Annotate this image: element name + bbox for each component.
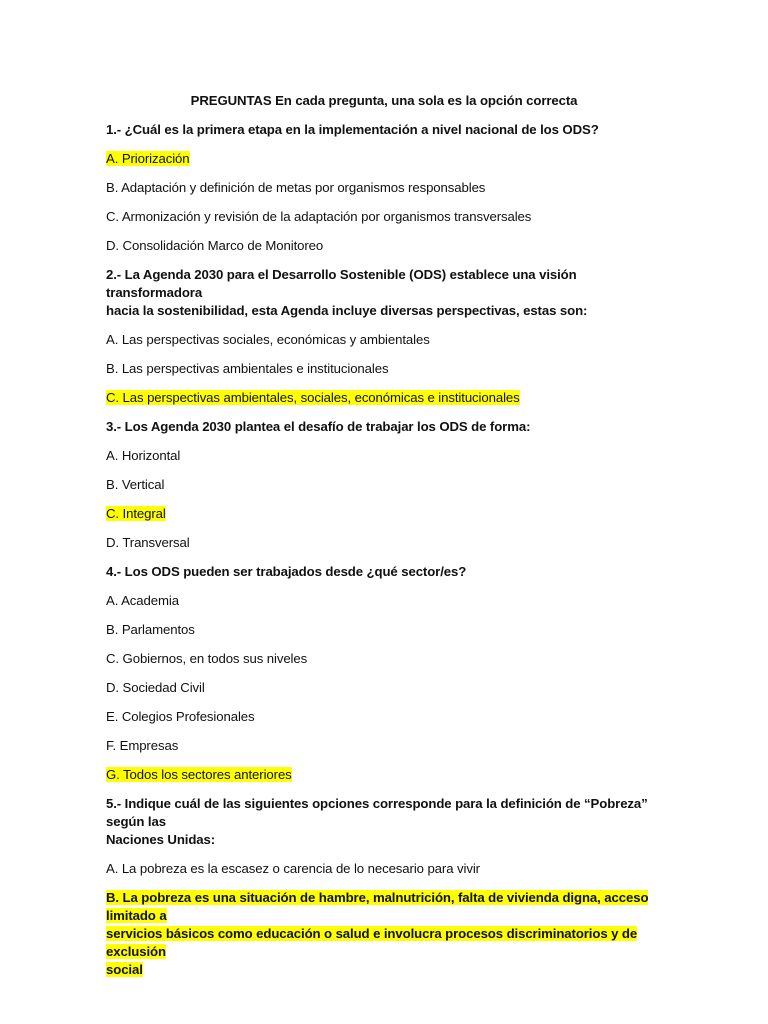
question-2-line-1: 2.- La Agenda 2030 para el Desarrollo Sostenible (ODS) establece una visión transformadora xyxy=(106,267,577,300)
q5-option-a: A. La pobreza es la escasez o carencia de lo necesario para vivir xyxy=(106,861,480,876)
q3-option-a: A. Horizontal xyxy=(106,448,181,463)
q4-option-f: F. Empresas xyxy=(106,738,179,753)
question-5-line-1: 5.- Indique cuál de las siguientes opciones corresponde para la definición de “Pobreza” según las xyxy=(106,796,648,829)
document-title: PREGUNTAS En cada pregunta, una sola es la opción correcta xyxy=(190,93,578,108)
q3-option-d: D. Transversal xyxy=(106,535,190,550)
correct-answer-highlight-line-2: servicios básicos como educación o salud e involucra procesos discriminatorios y de exclusión xyxy=(106,926,638,959)
q1-option-b: B. Adaptación y definición de metas por organismos responsables xyxy=(106,180,486,195)
question-2 xyxy=(106,266,666,320)
q5-option-b xyxy=(106,889,666,979)
q2-option-a: A. Las perspectivas sociales, económicas y ambientales xyxy=(106,332,430,347)
question-5-line-2: Naciones Unidas: xyxy=(106,832,216,847)
q2-option-c xyxy=(106,389,666,407)
q3-option-c xyxy=(106,505,666,523)
q4-option-c: C. Gobiernos, en todos sus niveles xyxy=(106,651,308,666)
q1-option-d: D. Consolidación Marco de Monitoreo xyxy=(106,238,324,253)
correct-answer-highlight: G. Todos los sectores anteriores xyxy=(106,767,292,782)
correct-answer-highlight: A. Priorización xyxy=(106,151,190,166)
q4-option-g xyxy=(106,766,666,784)
question-2-line-2: hacia la sostenibilidad, esta Agenda incluye diversas perspectivas, estas son: xyxy=(106,303,588,318)
q1-option-a xyxy=(106,150,666,168)
correct-answer-highlight: C. Las perspectivas ambientales, sociales, económicas e institucionales xyxy=(106,390,520,405)
q4-option-e: E. Colegios Profesionales xyxy=(106,709,255,724)
q3-option-b: B. Vertical xyxy=(106,477,165,492)
question-list xyxy=(106,121,666,979)
correct-answer-highlight: C. Integral xyxy=(106,506,166,521)
question-3: 3.- Los Agenda 2030 plantea el desafío de trabajar los ODS de forma: xyxy=(106,419,531,434)
q4-option-b: B. Parlamentos xyxy=(106,622,195,637)
q1-option-c: C. Armonización y revisión de la adaptación por organismos transversales xyxy=(106,209,532,224)
correct-answer-highlight-line-1: B. La pobreza es una situación de hambre, malnutrición, falta de vivienda digna, acceso limitado a xyxy=(106,890,649,923)
question-1: 1.- ¿Cuál es la primera etapa en la implementación a nivel nacional de los ODS? xyxy=(106,122,599,137)
q4-option-a: A. Academia xyxy=(106,593,179,608)
q2-option-b: B. Las perspectivas ambientales e institucionales xyxy=(106,361,389,376)
question-5 xyxy=(106,795,666,849)
question-4: 4.- Los ODS pueden ser trabajados desde ¿qué sector/es? xyxy=(106,564,467,579)
q4-option-d: D. Sociedad Civil xyxy=(106,680,205,695)
correct-answer-highlight-line-3: social xyxy=(106,962,143,977)
